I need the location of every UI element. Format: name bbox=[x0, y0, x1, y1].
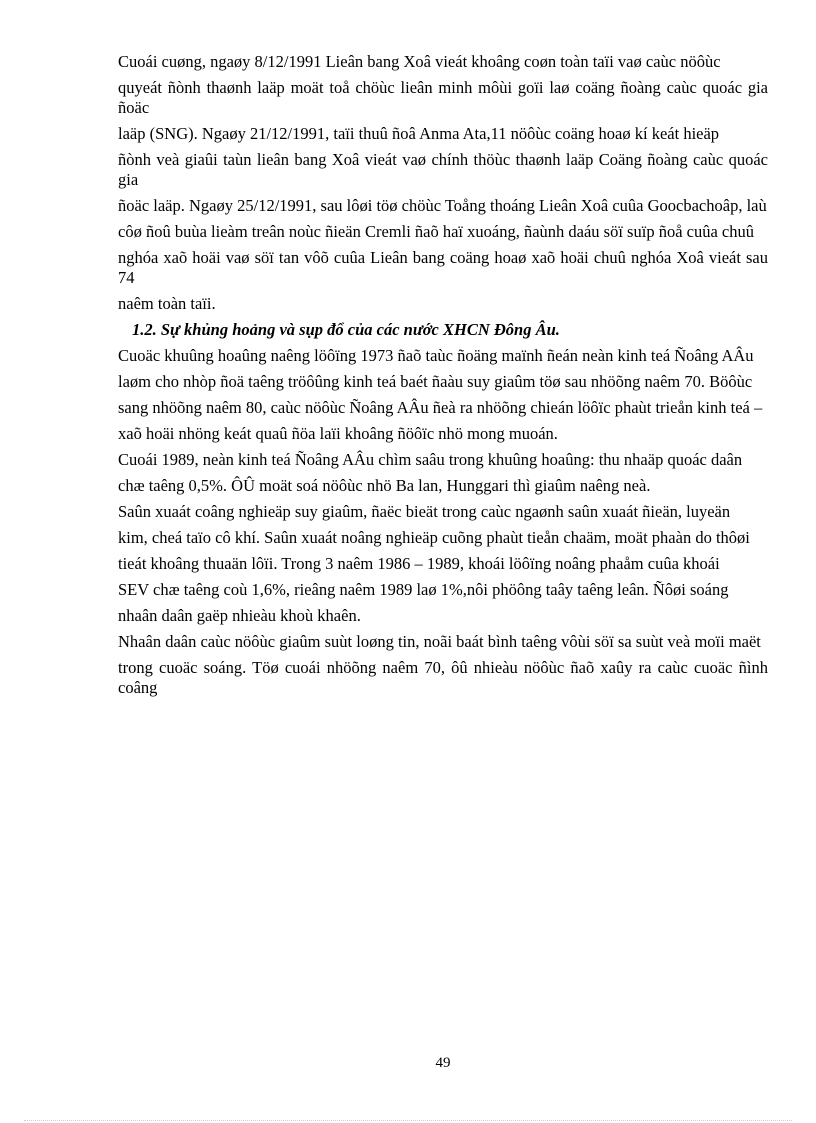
page-number: 49 bbox=[435, 1055, 451, 1071]
body-paragraph: nhaân daân gaëp nhieàu khoù khaên. bbox=[118, 606, 361, 625]
body-paragraph: ñoäc laäp. Ngaøy 25/12/1991, sau lôøi töø chöùc Toång thoáng Lieân Xoâ cuûa Goocbachoâp, laù bbox=[118, 196, 767, 215]
body-paragraph: trong cuoäc soáng. Töø cuoái nhöõng naêm 70, ôû nhieàu nöôùc ñaõ xaûy ra caùc cuoäc ñình coâng bbox=[118, 658, 768, 697]
section-heading: 1.2. Sự khủng hoảng và sụp đổ của các nước XHCN Đông Âu. bbox=[132, 320, 560, 339]
body-paragraph: côø ñoû buùa lieàm treân noùc ñieän Cremli ñaõ haï xuoáng, ñaùnh daáu söï suïp ñoå cuûa chuû bbox=[118, 222, 754, 241]
body-paragraph: Saûn xuaát coâng nghieäp suy giaûm, ñaëc bieät trong caùc ngaønh saûn xuaát ñieän, luyeän bbox=[118, 502, 731, 521]
body-paragraph: Cuoái cuøng, ngaøy 8/12/1991 Lieân bang Xoâ vieát khoâng coøn toàn taïi vaø caùc nöôùc bbox=[118, 52, 721, 71]
body-paragraph: chæ taêng 0,5%. ÔÛ moät soá nöôùc nhö Ba lan, Hunggari thì giaûm naêng neà. bbox=[118, 476, 651, 495]
body-paragraph: Cuoái 1989, neàn kinh teá Ñoâng AÂu chìm saâu trong khuûng hoaûng: thu nhaäp quoác daân bbox=[118, 450, 743, 469]
body-paragraph: tieát khoâng thuaän lôïi. Trong 3 naêm 1986 – 1989, khoái löôïng noâng phaåm cuûa khoái bbox=[118, 554, 720, 573]
body-paragraph: naêm toàn taïi. bbox=[118, 294, 216, 313]
body-paragraph: laäp (SNG). Ngaøy 21/12/1991, taïi thuû ñoâ Anma Ata,11 nöôùc coäng hoaø kí keát hieäp bbox=[118, 124, 720, 143]
page-bottom-rule bbox=[24, 1120, 792, 1121]
body-paragraph: sang nhöõng naêm 80, caùc nöôùc Ñoâng AÂu ñeà ra nhöõng chieán löôïc phaùt trieån kinh teá – bbox=[118, 398, 763, 417]
body-paragraph: Cuoäc khuûng hoaûng naêng löôïng 1973 ñaõ taùc ñoäng maïnh ñeán neàn kinh teá Ñoâng AÂu bbox=[118, 346, 754, 365]
body-paragraph: SEV chæ taêng coù 1,6%, rieâng naêm 1989 laø 1%,nôi phöông taây taêng leân. Ñôøi soáng bbox=[118, 580, 729, 599]
body-paragraph: nghóa xaõ hoäi vaø söï tan vôõ cuûa Lieân bang coäng hoaø xaõ hoäi chuû nghóa Xoâ vieát sau 74 bbox=[118, 248, 768, 287]
body-paragraph: ñònh veà giaûi taùn lieân bang Xoâ vieát vaø chính thöùc thaønh laäp Coäng ñoàng caùc quoác gia bbox=[118, 150, 768, 189]
body-paragraph: laøm cho nhòp ñoä taêng tröôûng kinh teá baét ñaàu suy giaûm töø sau nhöõng naêm 70. Böôùc bbox=[118, 372, 753, 391]
body-paragraph: quyeát ñònh thaønh laäp moät toå chöùc lieân minh môùi goïi laø coäng ñoàng caùc quoác gia ñoäc bbox=[118, 78, 768, 117]
body-paragraph: Nhaân daân caùc nöôùc giaûm suùt loøng tin, noãi baát bình taêng vôùi söï sa suùt veà moïi maët bbox=[118, 632, 761, 651]
body-paragraph: xaõ hoäi nhöng keát quaû ñöa laïi khoâng ñöôïc nhö mong muoán. bbox=[118, 424, 558, 443]
document-page bbox=[118, 52, 768, 704]
body-paragraph: kim, cheá taïo cô khí. Saûn xuaát noâng nghieäp cuõng phaùt tieån chaäm, moät phaàn do thôøi bbox=[118, 528, 750, 547]
